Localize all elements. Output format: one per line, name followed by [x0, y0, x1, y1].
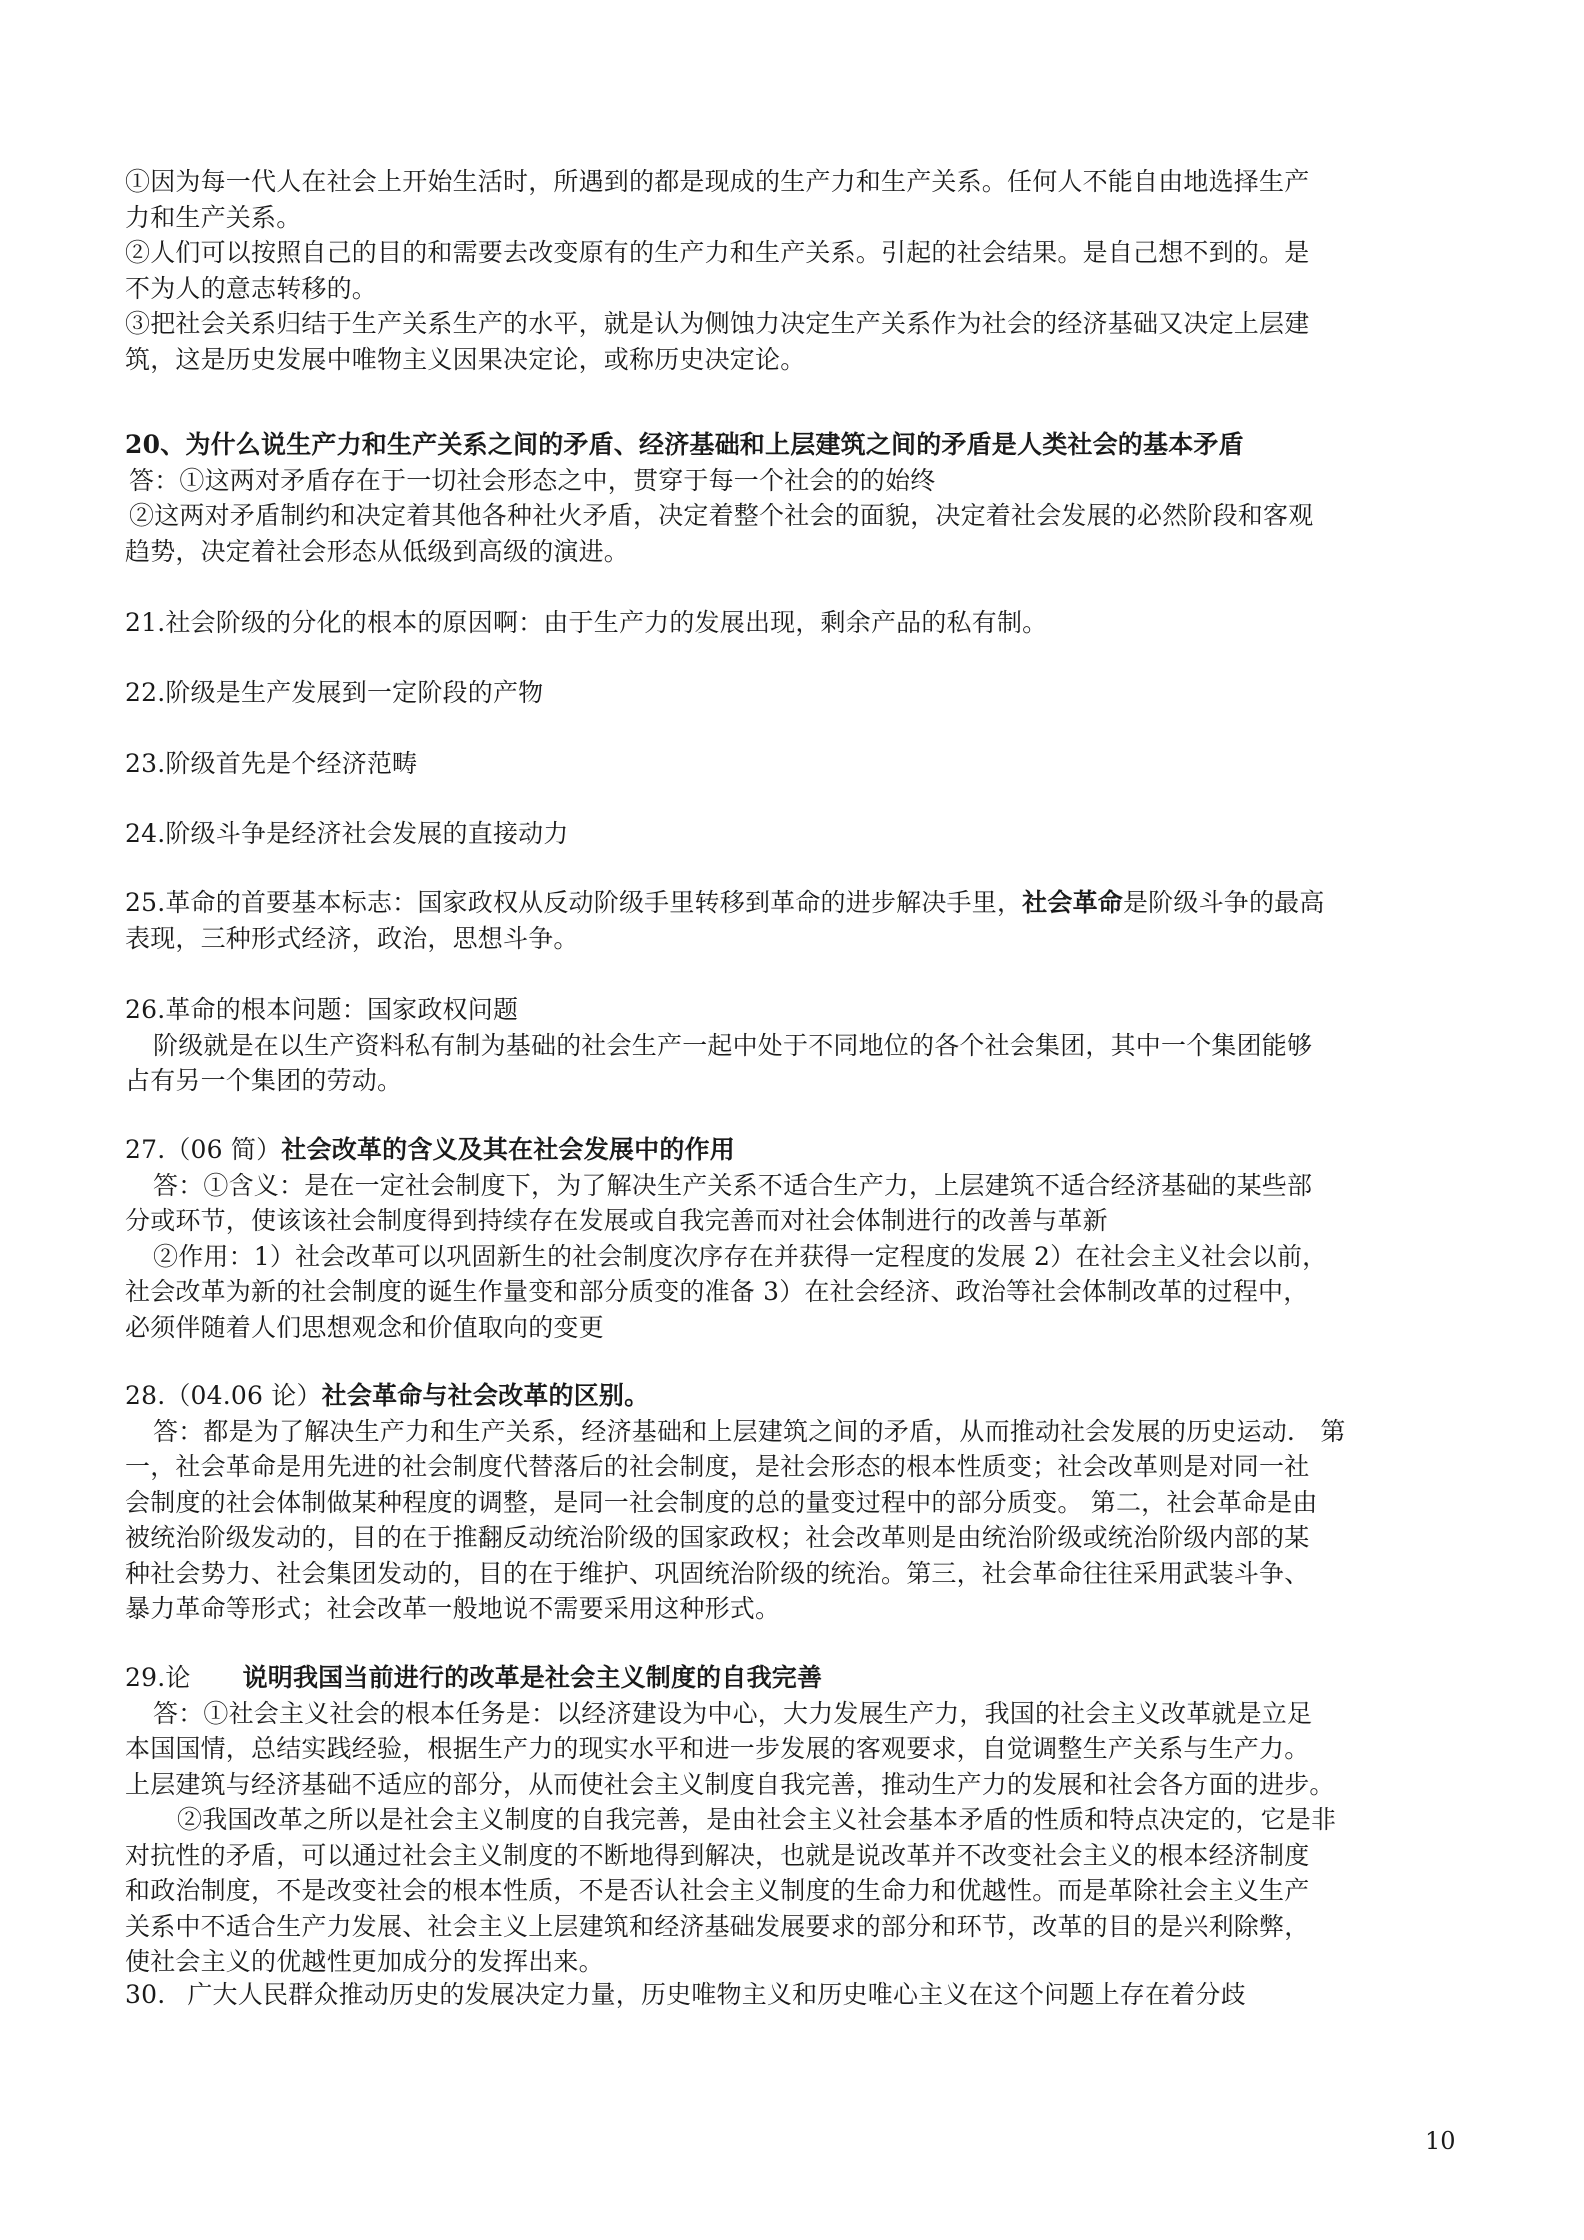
text-line: 阶级就是在以生产资料私有制为基础的社会生产一起中处于不同地位的各个社会集团，其中一个集团能够 [153, 1030, 1313, 1060]
answer-line: 被统治阶级发动的，目的在于推翻反动统治阶级的国家政权；社会改革则是由统治阶级或统治阶级内部的某 [125, 1523, 1310, 1552]
answer-line: 社会改革为新的社会制度的诞生作量变和部分质变的准备 3）在社会经济、政治等社会体制改革的过程中， [125, 1277, 1309, 1306]
answer-line: 对抗性的矛盾，可以通过社会主义制度的不断地得到解决，也就是说改革并不改变社会主义的根本经济制度 [125, 1840, 1310, 1870]
text-line: 占有另一个集团的劳动。 [125, 1066, 403, 1095]
answer-line: 种社会势力、社会集团发动的，目的在于维护、巩固统治阶级的统治。第三，社会革命往往采用武装斗争、 [125, 1558, 1310, 1588]
answer-line: ②作用：1）社会改革可以巩固新生的社会制度次序存在并获得一定程度的发展 2）在社会主义社会以前， [153, 1241, 1328, 1271]
answer-line: 关系中不适合生产力发展、社会主义上层建筑和经济基础发展要求的部分和环节，改革的目的是兴利除弊， [125, 1911, 1310, 1941]
text-line: 21.社会阶级的分化的根本的原因啊：由于生产力的发展出现，剩余产品的私有制。 [125, 608, 1048, 637]
answer-line: 本国国情，总结实践经验，根据生产力的现实水平和进一步发展的客观要求，自觉调整生产关系与生产力。 [125, 1734, 1310, 1763]
answer-line: 答：都是为了解决生产力和生产关系，经济基础和上层建筑之间的矛盾，从而推动社会发展的历史运动． 第 [153, 1416, 1346, 1446]
question-number: 30. [125, 1980, 166, 2009]
text-line: 力和生产关系。 [125, 202, 302, 232]
question-number: 28.（04.06 论） [125, 1381, 322, 1410]
item-22 [125, 675, 1460, 711]
text-line: ③把社会关系归结于生产关系生产的水平，就是认为侧蚀力决定生产关系作为社会的经济基础又决定上层建 [125, 309, 1310, 338]
question-title: 20、为什么说生产力和生产关系之间的矛盾、经济基础和上层建筑之间的矛盾是人类社会的基本矛盾 [125, 430, 1244, 459]
item-25 [125, 885, 1460, 956]
question-number: 29.论 [125, 1663, 191, 1692]
text-line [125, 885, 1460, 921]
question-topic: 说明我国当前进行的改革是社会主义制度的自我完善 [242, 1663, 823, 1692]
text-line: 表现，三种形式经济，政治，思想斗争。 [125, 923, 579, 953]
item-26 [125, 992, 1460, 1099]
question-title [125, 1132, 1460, 1168]
bold-term: 社会革命 [1022, 888, 1123, 917]
answer-line: 使社会主义的优越性更加成分的发挥出来。 [125, 1947, 604, 1976]
text-line: 筑，这是历史发展中唯物主义因果决定论，或称历史决定论。 [125, 344, 806, 374]
text-segment: 25.革命的首要基本标志：国家政权从反动阶级手里转移到革命的进步解决手里， [125, 888, 1023, 917]
answer-line: 趋势，决定着社会形态从低级到高级的演进。 [125, 536, 630, 566]
item-23 [125, 746, 1460, 782]
answer-line: ②我国改革之所以是社会主义制度的自我完善，是由社会主义社会基本矛盾的性质和特点决定的，它是非 [177, 1805, 1337, 1834]
document-page [125, 0, 1460, 2240]
question-title [125, 1660, 1460, 1696]
answer-line: 和政治制度，不是改变社会的根本性质，不是否认社会主义制度的生命力和优越性。而是革除社会主义生产 [125, 1876, 1310, 1905]
item-30 [125, 1977, 1460, 2013]
text-line: 24.阶级斗争是经济社会发展的直接动力 [125, 819, 569, 848]
text-line: 不为人的意志转移的。 [125, 273, 378, 303]
text-segment: 广大人民群众推动历史的发展决定力量，历史唯物主义和历史唯心主义在这个问题上存在着分歧 [187, 1980, 1246, 2009]
answer-line: 答：①含义：是在一定社会制度下，为了解决生产关系不适合生产力，上层建筑不适合经济基础的某些部 [153, 1170, 1313, 1200]
text-line [125, 1977, 1460, 2013]
answer-line: 暴力革命等形式；社会改革一般地说不需要采用这种形式。 [125, 1594, 781, 1623]
item-21 [125, 605, 1460, 641]
question-number: 27.（06 简） [125, 1135, 282, 1164]
question-29 [125, 1660, 1460, 1980]
question-28 [125, 1378, 1460, 1627]
question-topic: 社会革命与社会改革的区别。 [321, 1381, 650, 1410]
text-line: 23.阶级首先是个经济范畴 [125, 749, 418, 778]
answer-line: 答：①社会主义社会的根本任务是：以经济建设为中心，大力发展生产力，我国的社会主义改革就是立足 [153, 1698, 1313, 1728]
answer-line: 会制度的社会体制做某种程度的调整，是同一社会制度的总的量变过程中的部分质变。 第二，社会革命是由 [125, 1487, 1318, 1517]
answer-line: 一，社会革命是用先进的社会制度代替落后的社会制度，是社会形态的根本性质变；社会改革则是对同一社 [125, 1452, 1310, 1481]
text-line: ②人们可以按照自己的目的和需要去改变原有的生产力和生产关系。引起的社会结果。是自己想不到的。是 [125, 238, 1310, 267]
question-20 [125, 427, 1460, 569]
question-topic: 社会改革的含义及其在社会发展中的作用 [281, 1135, 735, 1164]
answer-line: 必须伴随着人们思想观念和价值取向的变更 [125, 1312, 604, 1342]
page-number: 10 [1425, 2127, 1456, 2155]
text-segment: 是阶级斗争的最高 [1122, 888, 1325, 917]
question-27 [125, 1132, 1460, 1345]
question-title [125, 1378, 1460, 1414]
answer-line: ②这两对矛盾制约和决定着其他各种社火矛盾，决定着整个社会的面貌，决定着社会发展的必然阶段和客观 [129, 501, 1314, 530]
answer-line: 答：①这两对矛盾存在于一切社会形态之中，贯穿于每一个社会的的始终 [129, 465, 936, 495]
text-line: ①因为每一代人在社会上开始生活时，所遇到的都是现成的生产力和生产关系。任何人不能自由地选择生产 [125, 167, 1310, 196]
intro-paragraph [125, 164, 1460, 377]
answer-line: 分或环节，使该该社会制度得到持续存在发展或自我完善而对社会体制进行的改善与革新 [125, 1206, 1108, 1235]
answer-line: 上层建筑与经济基础不适应的部分，从而使社会主义制度自我完善，推动生产力的发展和社会各方面的进步。 [125, 1769, 1335, 1799]
text-line: 22.阶级是生产发展到一定阶段的产物 [125, 678, 544, 707]
text-line: 26.革命的根本问题：国家政权问题 [125, 995, 519, 1024]
item-24 [125, 816, 1460, 852]
